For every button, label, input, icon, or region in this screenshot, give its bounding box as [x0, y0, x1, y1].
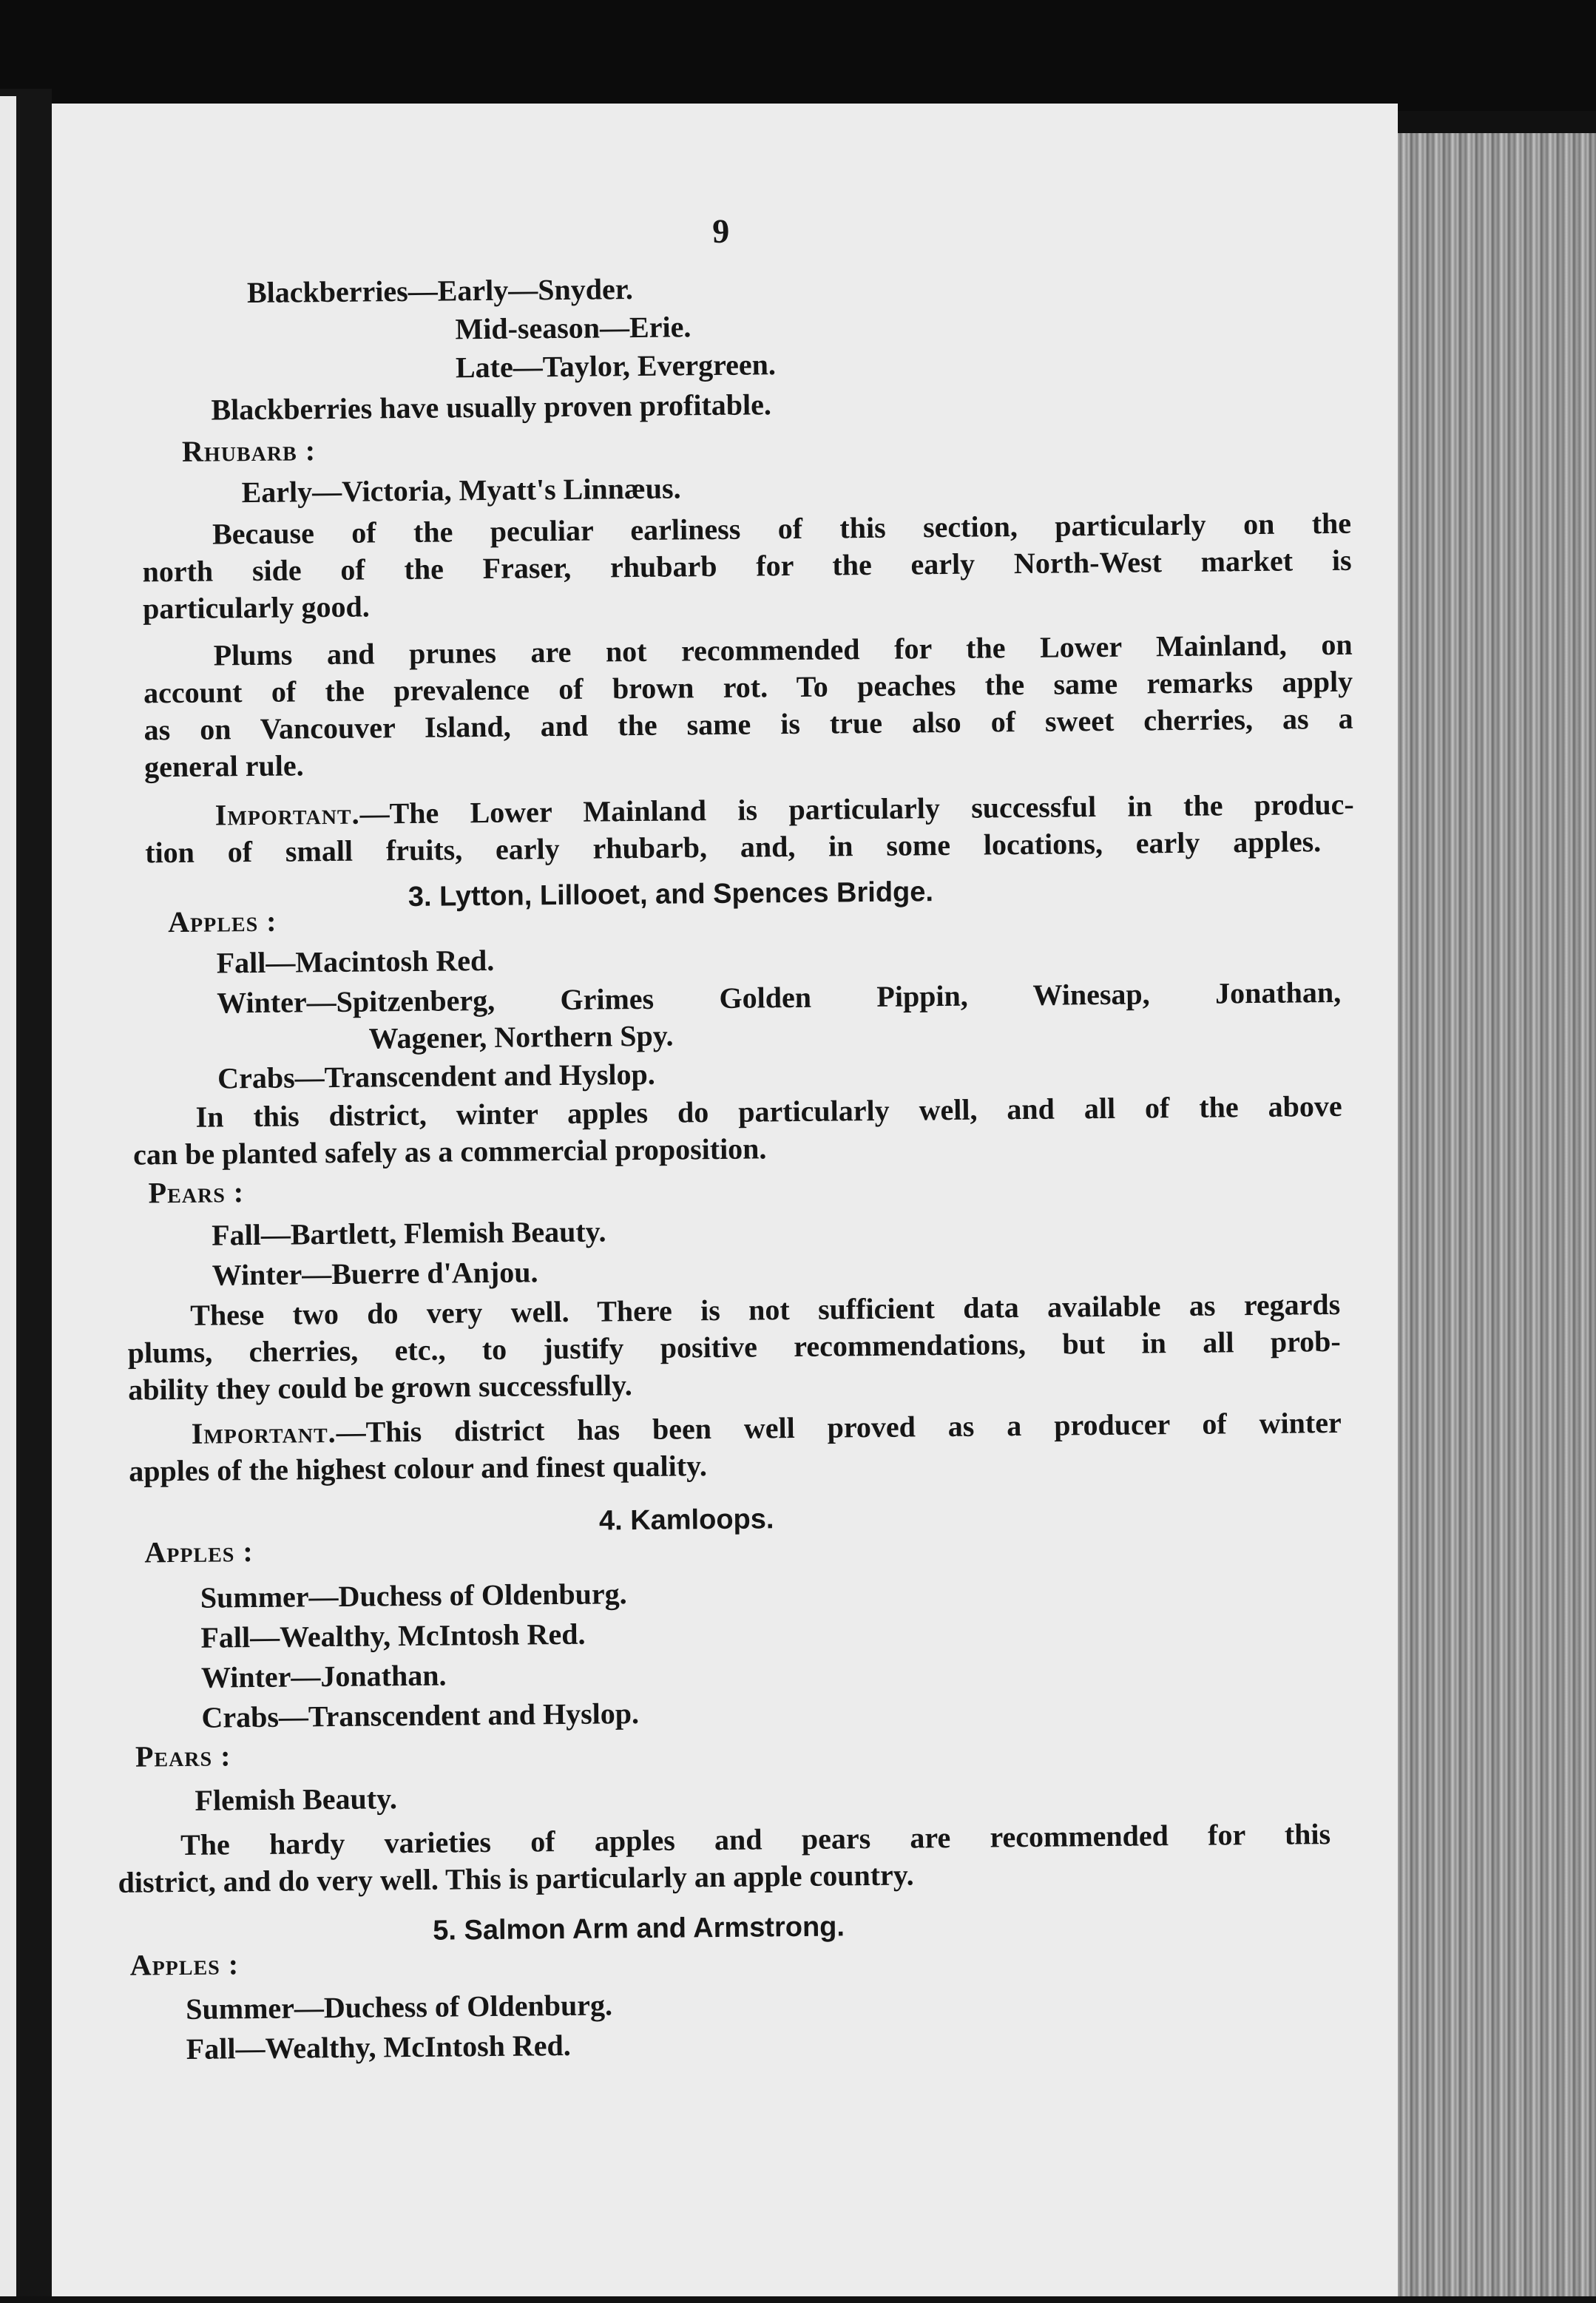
section-3-para2-line: ability they could be grown successfully.: [128, 1368, 632, 1407]
section-3-apples-heading: Apples :: [167, 904, 277, 939]
blackberries-early: Blackberries—Early—Snyder.: [246, 272, 634, 310]
section-3-apples-fall: Fall—Macintosh Red.: [216, 943, 495, 980]
rhubarb-para-line: north side of the Fraser, rhubarb for the early North-West market is: [142, 543, 1352, 589]
section-5-apples-heading: Apples :: [129, 1947, 240, 1982]
section-3-important-line-2: apples of the highest colour and finest quality.: [129, 1449, 708, 1488]
plums-para-line: Plums and prunes are not recommended for the Lower Mainland, on: [213, 627, 1353, 672]
section-4-pears: Flemish Beauty.: [195, 1782, 398, 1817]
scan-background-top: [0, 0, 1596, 111]
important-label: Important.: [214, 797, 360, 832]
rhubarb-heading: Rhubarb :: [181, 433, 317, 468]
section-3-pears-heading: Pears :: [148, 1175, 245, 1210]
section-3-para2-line: These two do very well. There is not sufficient data available as regards: [190, 1287, 1341, 1332]
section-4-pears-heading: Pears :: [135, 1739, 231, 1773]
important-text: —This district has been well proved as a producer of winter: [336, 1405, 1342, 1449]
section-3-important: [191, 1405, 1342, 1450]
section-3-title: 3. Lytton, Lillooet, and Spences Bridge.: [408, 876, 934, 913]
section-4-para-line: The hardy varieties of apples and pears are recommended for this: [180, 1817, 1331, 1862]
plums-para-line: as on Vancouver Island, and the same is true also of sweet cherries, as a: [143, 701, 1353, 747]
section-3-pears-fall: Fall—Bartlett, Flemish Beauty.: [212, 1214, 606, 1252]
document-page: [52, 104, 1398, 2296]
important-label: Important.: [191, 1415, 337, 1450]
section-3-para-line: can be planted safely as a commercial proposition.: [132, 1132, 767, 1171]
rhubarb-early: Early—Victoria, Myatt's Linnæus.: [241, 471, 681, 510]
section-4-winter: Winter—Jonathan.: [200, 1658, 447, 1694]
section-3-crabs: Crabs—Transcendent and Hyslop.: [217, 1057, 655, 1095]
section-4-fall: Fall—Wealthy, McIntosh Red.: [200, 1617, 586, 1654]
important-paragraph-1: [214, 787, 1354, 832]
section-4-summer: Summer—Duchess of Oldenburg.: [200, 1577, 627, 1614]
section-3-para2-line: plums, cherries, etc., to justify positive recommendations, but in all prob-: [127, 1324, 1341, 1370]
section-3-pears-winter: Winter—Buerre d'Anjou.: [212, 1255, 538, 1292]
rhubarb-para-line: particularly good.: [142, 589, 370, 626]
section-4-para-line: district, and do very well. This is particularly an apple country.: [118, 1858, 914, 1899]
section-3-apples-winter-cont: Wagener, Northern Spy.: [368, 1018, 674, 1055]
section-4-apples-heading: Apples :: [144, 1535, 254, 1569]
important-text: —The Lower Mainland is particularly successful in the produc-: [359, 787, 1354, 831]
section-4-crabs: Crabs—Transcendent and Hyslop.: [201, 1697, 640, 1734]
page-number: 9: [711, 212, 730, 251]
blackberries-note: Blackberries have usually proven profitable.: [211, 388, 772, 427]
blackberries-mid: Mid-season—Erie.: [455, 310, 692, 346]
plums-para-line: account of the prevalence of brown rot. To peaches the same remarks apply: [143, 664, 1353, 710]
important-line-2: tion of small fruits, early rhubarb, and, in some locations, early apples.: [145, 825, 1322, 870]
blackberries-late: Late—Taylor, Evergreen.: [455, 348, 777, 385]
page-content: [42, 97, 1409, 2302]
book-page-edges: [1390, 133, 1596, 2296]
section-3-para-line: In this district, winter apples do particularly well, and all of the above: [195, 1089, 1342, 1134]
section-5-summer: Summer—Duchess of Oldenburg.: [186, 1988, 613, 2026]
section-4-title: 4. Kamloops.: [598, 1504, 774, 1537]
rhubarb-para-line: Because of the peculiar earliness of this section, particularly on the: [212, 506, 1352, 551]
previous-page-edge: [0, 96, 16, 2296]
section-5-fall: Fall—Wealthy, McIntosh Red.: [186, 2028, 572, 2066]
plums-para-line: general rule.: [143, 748, 304, 784]
section-5-title: 5. Salmon Arm and Armstrong.: [433, 1911, 845, 1947]
section-3-apples-winter: Winter—Spitzenberg, Grimes Golden Pippin, Winesap, Jonathan,: [216, 975, 1342, 1020]
